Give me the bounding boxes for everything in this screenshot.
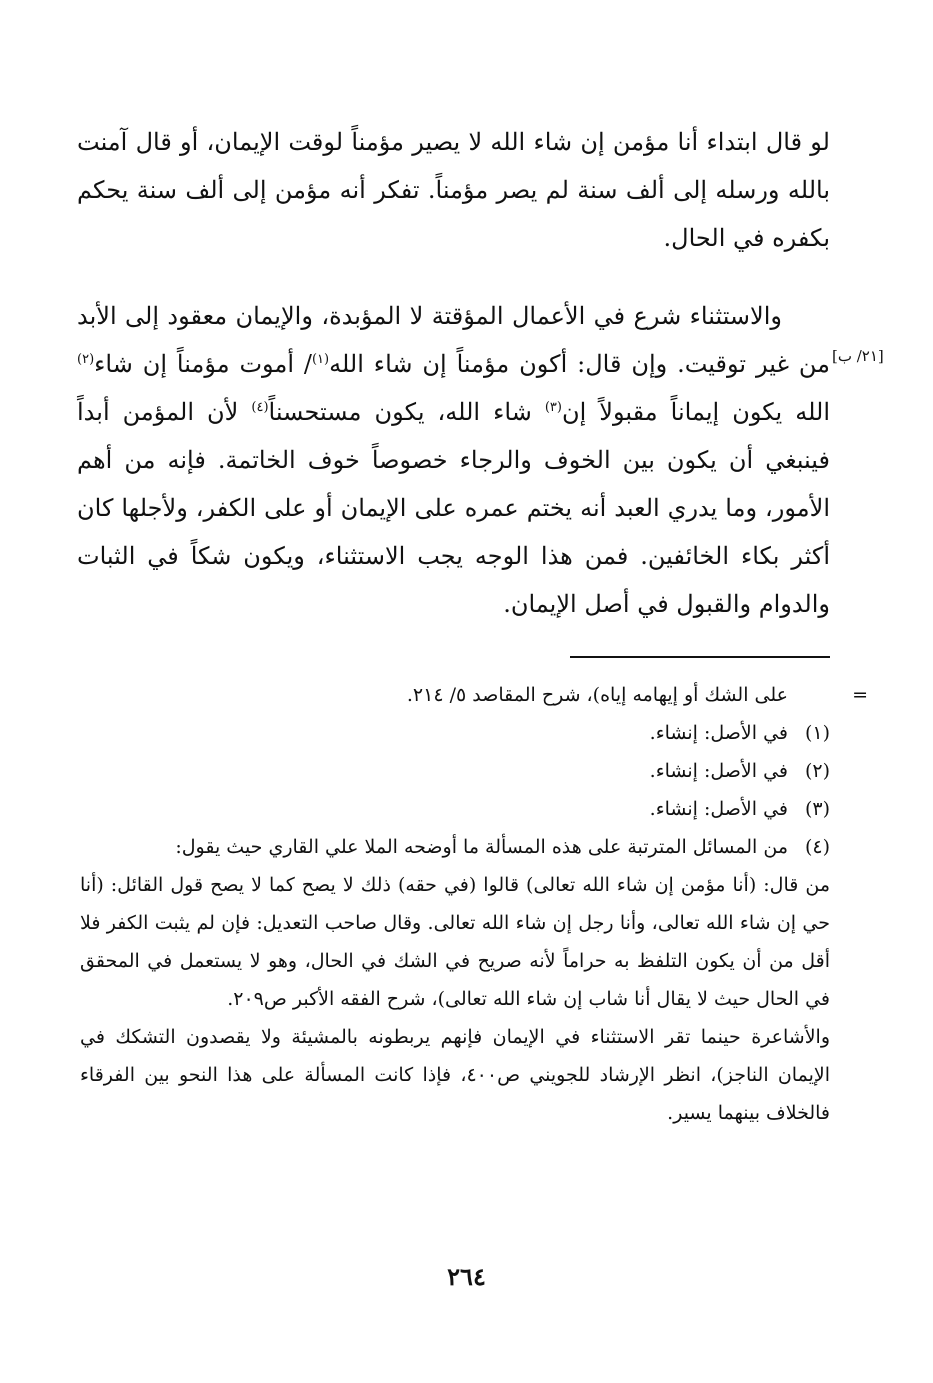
footnote-separator [570, 656, 830, 658]
footnote-text-2: في الأصل: إنشاء. [649, 760, 788, 782]
page-number: ٢٦٤ [447, 1262, 486, 1291]
footnotes-section [80, 676, 868, 1132]
footnote-ref-3[interactable]: (٣) [544, 400, 562, 415]
footnote-text-1: في الأصل: إنشاء. [649, 722, 788, 744]
paragraph-2-part-e: لأن المؤمن أبداً فينبغي أن يكون بين الخوف والرجاء خصوصاً خوف الخاتمة. فإنه من أهم الأمور، وما يدري العبد أنه يختم عمره على الإيمان أو على الكفر، ولأجلها كان أكثر بكاء الخائفين. فمن هذا الوجه يجب الاستثناء، ويكون شكاً في الثبات والدوام والقبول في أصل الإيمان. [77, 398, 830, 618]
continuation-mark: = [852, 684, 868, 706]
footnote-2 [80, 752, 830, 790]
footnote-mark-4: (٤) [804, 836, 830, 858]
footnote-mark-2: (٢) [804, 760, 830, 782]
footnote-mark-3: (٣) [804, 798, 830, 820]
footnote-continuation [80, 676, 868, 714]
footnote-text-4: من المسائل المترتبة على هذه المسألة ما أوضحه الملا علي القاري حيث يقول: [175, 836, 788, 858]
footnote-1 [80, 714, 830, 752]
footnote-3 [80, 790, 830, 828]
footnote-4 [80, 828, 830, 866]
paragraph-2-part-a: والاستثناء شرع في الأعمال المؤقتة لا المؤبدة، والإيمان معقود إلى الأبد من غير توقيت. وإن قال: أكون مؤمناً إن شاء الله [77, 302, 831, 378]
manuscript-folio-marker: [٢١/ ب] [832, 347, 884, 365]
paragraph-2-part-c: الله يكون إيماناً مقبولاً إن [561, 398, 830, 426]
footnote-ref-1[interactable]: (١) [311, 352, 330, 367]
paragraph-1: لو قال ابتداء أنا مؤمن إن شاء الله لا يصير مؤمناً لوقت الإيمان، أو قال آمنت بالله ورسله إلى ألف سنة لم يصر مؤمناً. تفكر أنه مؤمن إلى ألف سنة يحكم بكفره في الحال. [77, 128, 830, 252]
footnote-4-quote: من قال: (أنا مؤمن إن شاء الله تعالى) قالوا (في حقه) ذلك لا يصح كما لا يصح قول القائل: (أنا حي إن شاء الله تعالى، وأنا رجل إن شاء الله تعالى. وقال صاحب التعديل: فإن لم يثبت الكفر فلا أقل من أن يكون التلفظ به حراماً لأنه صريح في الشك في الحال، وهو لا يستعمل في المحقق في الحال حيث لا يقال أنا شاب إن شاء الله تعالى)، شرح الفقه الأكبر ص٢٠٩. [80, 874, 830, 1010]
footnote-continuation-text: على الشك أو إيهامه إياه)، شرح المقاصد ٥/ ٢١٤. [406, 684, 788, 706]
paragraph-2-part-d: شاء الله، يكون مستحسناً [268, 398, 545, 426]
footnote-mark-1: (١) [804, 722, 830, 744]
paragraph-2 [77, 292, 830, 628]
footnote-4-conclusion: والأشاعرة حينما تقر الاستثناء في الإيمان فإنهم يربطونه بالمشيئة ولا يقصدون التشكك في الإيمان الناجز)، انظر الإرشاد للجويني ص٤٠٠، فإذا كانت المسألة على هذا النحو بين الفرقاء فالخلاف بينهما يسير. [80, 1026, 830, 1124]
footnote-text-3: في الأصل: إنشاء. [649, 798, 788, 820]
paragraph-2-part-b: / أموت مؤمناً إن شاء [94, 350, 312, 378]
footnote-ref-2[interactable]: (٢) [77, 352, 95, 367]
footnote-ref-4[interactable]: (٤) [251, 400, 269, 415]
